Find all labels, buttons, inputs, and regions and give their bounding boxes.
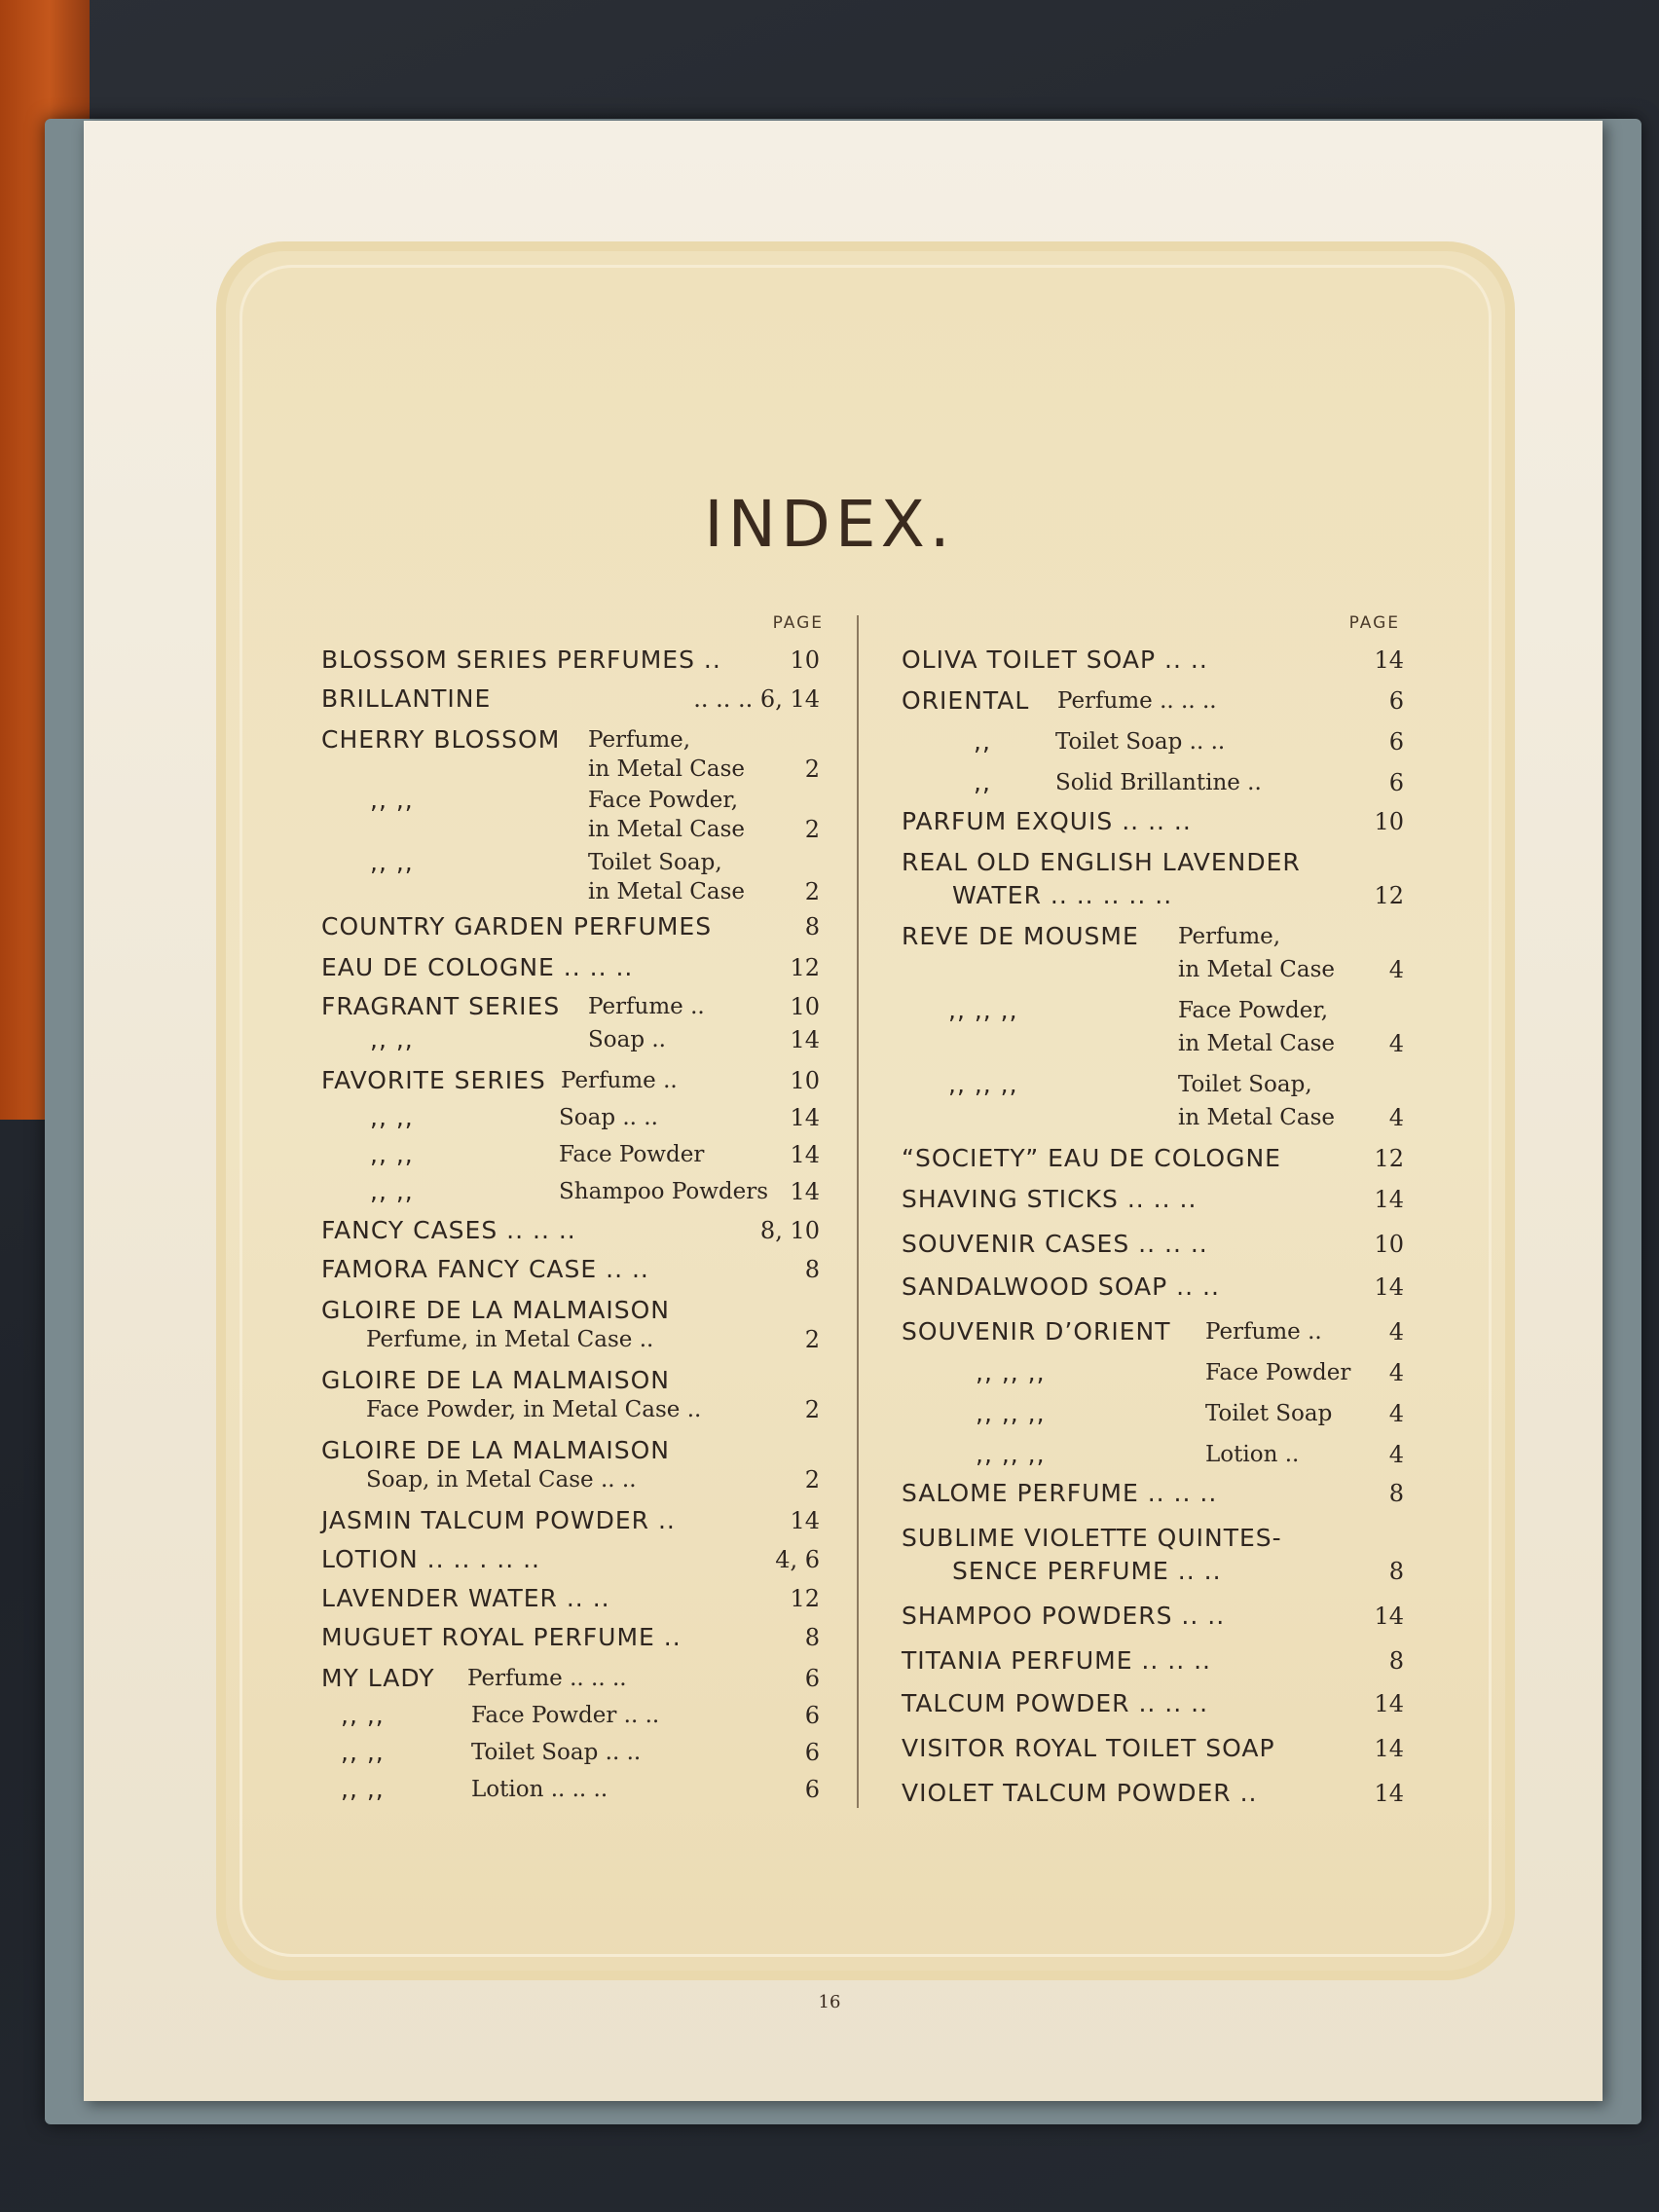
right-page-column-header: PAGE [1348, 613, 1400, 633]
index-entry [321, 1102, 658, 1133]
index-entry-name: VISITOR ROYAL TOILET SOAP [902, 1734, 1275, 1762]
index-entry-page: 4 [1388, 1400, 1404, 1427]
index-entry-name: JASMIN TALCUM POWDER .. [321, 1506, 676, 1534]
index-entry-sub: Perfume .. [561, 1068, 678, 1093]
index-entry-page: 2 [804, 1466, 820, 1493]
index-entry-name: SHAMPOO POWDERS .. .. [902, 1602, 1226, 1630]
index-entry-name: GLOIRE DE LA MALMAISON [321, 1296, 671, 1324]
index-entry-page: 6 [804, 1739, 820, 1766]
index-entry-page: 10 [1374, 808, 1404, 835]
index-entry-name: GLOIRE DE LA MALMAISON [321, 1366, 671, 1394]
index-entry-sub: Face Powder, [588, 788, 739, 813]
index-entry-name: LOTION .. .. . .. .. [321, 1545, 540, 1573]
index-entry-name: MUGUET ROYAL PERFUME .. [321, 1623, 682, 1651]
index-entry-name: ,, ,, [370, 1140, 414, 1168]
index-entry-page: 8 [804, 913, 820, 940]
index-entry-page: 4 [1388, 1104, 1404, 1131]
index-entry-sub: Soap, in Metal Case .. .. [366, 1467, 637, 1493]
index-entry-name: LAVENDER WATER .. .. [321, 1584, 610, 1612]
index-entry [321, 1435, 670, 1466]
index-entry-name: ,, ,, [370, 786, 414, 814]
index-entry-name: BLOSSOM SERIES PERFUMES .. [321, 645, 721, 674]
index-entry [321, 1365, 670, 1396]
index-entry-page: 6 [804, 1702, 820, 1729]
index-entry-name: VIOLET TALCUM POWDER .. [902, 1779, 1258, 1807]
index-entry-name: SUBLIME VIOLETTE QUINTES- [902, 1524, 1282, 1552]
index-entry-name: ,, ,, ,, [948, 1070, 1018, 1098]
index-entry [321, 1024, 666, 1055]
index-entry [321, 1737, 642, 1768]
index-entry-name: SENCE PERFUME .. .. [952, 1557, 1222, 1585]
index-entry-name: REAL OLD ENGLISH LAVENDER [902, 848, 1301, 876]
index-entry [321, 1774, 608, 1805]
index-entry-name: ,, ,, [370, 1025, 414, 1053]
index-entry-name: MY LADY [321, 1664, 435, 1692]
page-number: 16 [818, 1992, 841, 2012]
index-entry-sub: Toilet Soap .. .. [1055, 729, 1226, 755]
index-entry [902, 1357, 1351, 1388]
index-entry-name: FAVORITE SERIES [321, 1066, 546, 1094]
index-entry-sub: Face Powder [559, 1142, 705, 1167]
index-entry-name: ORIENTAL [902, 686, 1030, 715]
index-entry [902, 1398, 1333, 1429]
index-entry-page: 12 [1374, 1145, 1404, 1172]
index-entry [321, 724, 691, 756]
index-entry-sub: Toilet Soap .. .. [471, 1740, 642, 1765]
index-entry [321, 1663, 627, 1694]
index-entry-page: 10 [790, 1067, 820, 1094]
index-entry [902, 767, 1262, 798]
index-entry-page: 14 [1374, 1690, 1404, 1717]
index-entry-sub: in Metal Case [588, 756, 745, 782]
index-entry [902, 1523, 1282, 1554]
index-entry-page: 8 [1388, 1558, 1404, 1585]
index-entry-page: 14 [1374, 646, 1404, 674]
index-entry-page: 6 [1388, 728, 1404, 756]
index-entry-page: 10 [790, 993, 820, 1020]
index-entry-name: TITANIA PERFUME .. .. .. [902, 1646, 1212, 1675]
index-entry-name: ,, [974, 727, 991, 756]
index-entry-page: 8, 10 [759, 1217, 820, 1244]
index-entry-name: SHAVING STICKS .. .. .. [902, 1185, 1198, 1213]
index-entry-page: 8 [804, 1624, 820, 1651]
index-entry-name: SOUVENIR D’ORIENT [902, 1317, 1171, 1346]
index-entry-sub: Face Powder .. .. [471, 1703, 660, 1728]
index-entry-page: 14 [790, 1178, 820, 1205]
index-entry-name: FAMORA FANCY CASE .. .. [321, 1255, 649, 1283]
index-entry-page: .. .. .. 6, 14 [693, 685, 820, 713]
index-entry-page: 14 [790, 1141, 820, 1168]
index-entry-name: TALCUM POWDER .. .. .. [902, 1689, 1209, 1717]
index-entry-sub: Face Powder, in Metal Case .. [366, 1397, 702, 1422]
index-entry-page: 14 [790, 1104, 820, 1131]
index-entry-page: 8 [804, 1256, 820, 1283]
index-entry-page: 2 [804, 756, 820, 783]
index-entry-sub: Toilet Soap [1205, 1401, 1333, 1426]
index-entry-sub: Perfume, in Metal Case .. [366, 1327, 654, 1352]
index-entry-name: BRILLANTINE [321, 684, 492, 713]
index-entry-page: 2 [804, 1396, 820, 1423]
index-entry-page: 10 [1374, 1231, 1404, 1258]
index-entry-page: 4 [1388, 1441, 1404, 1468]
index-entry-name: GLOIRE DE LA MALMAISON [321, 1436, 671, 1464]
index-entry-sub: in Metal Case [1178, 957, 1335, 982]
index-entry-page: 4 [1388, 1359, 1404, 1386]
index-entry-name: ,, ,, [341, 1738, 385, 1766]
index-entry-sub: Perfume, [1178, 924, 1281, 949]
index-entry-page: 14 [1374, 1735, 1404, 1762]
index-entry-name: ,, ,, ,, [976, 1358, 1046, 1386]
index-entry [321, 785, 739, 816]
index-entry [902, 806, 1192, 837]
index-entry-name: REVE DE MOUSME [902, 922, 1139, 950]
index-entry [952, 880, 1172, 911]
index-entry-sub: in Metal Case [588, 817, 745, 842]
index-entry-name: ,, [974, 768, 991, 796]
index-entry-page: 8 [1388, 1647, 1404, 1675]
index-entry-sub: Perfume .. [588, 994, 705, 1019]
index-entry-sub: Perfume, [588, 727, 691, 753]
index-entry-page: 12 [790, 1585, 820, 1612]
index-entry-name: CHERRY BLOSSOM [321, 725, 561, 754]
index-entry-name: WATER .. .. .. .. .. [952, 881, 1173, 909]
index-entry-sub: Lotion .. .. .. [471, 1777, 608, 1802]
index-entry-name: EAU DE COLOGNE .. .. .. [321, 953, 634, 981]
index-entry-name: ,, ,, ,, [976, 1399, 1046, 1427]
index-entry-page: 4 [1388, 1030, 1404, 1057]
index-entry [902, 1069, 1312, 1100]
index-entry-page: 6 [804, 1776, 820, 1803]
index-entry-name: OLIVA TOILET SOAP .. .. [902, 645, 1208, 674]
index-entry [321, 1544, 540, 1575]
index-entry-sub: Toilet Soap, [588, 850, 722, 875]
index-entry-page: 8 [1388, 1480, 1404, 1507]
index-entry-page: 14 [790, 1026, 820, 1053]
index-entry [321, 1700, 660, 1731]
index-entry-name: ,, ,, [370, 1177, 414, 1205]
index-entry-sub: in Metal Case [1178, 1105, 1335, 1130]
index-entry [321, 1295, 670, 1326]
index-entry [321, 991, 705, 1022]
index-entry-name: SALOME PERFUME .. .. .. [902, 1479, 1218, 1507]
index-entry-page: 14 [1374, 1603, 1404, 1630]
index-entry-page: 14 [1374, 1186, 1404, 1213]
index-entry-sub: Face Powder [1205, 1360, 1351, 1385]
index-entry-name: ,, ,, [341, 1775, 385, 1803]
index-entry [321, 683, 491, 715]
index-entry [902, 995, 1329, 1026]
index-entry-page: 12 [1374, 882, 1404, 909]
index-entry-name: ,, ,, [370, 1103, 414, 1131]
index-entry-name: SANDALWOOD SOAP .. .. [902, 1272, 1220, 1301]
index-entry-page: 4, 6 [775, 1546, 820, 1573]
index-entry-sub: Toilet Soap, [1178, 1072, 1312, 1097]
index-entry-sub: Shampoo Powders [559, 1179, 769, 1204]
left-page-column-header: PAGE [772, 613, 824, 633]
index-entry-sub: Solid Brillantine .. [1055, 770, 1262, 795]
index-entry-sub: Soap .. .. [559, 1105, 658, 1130]
index-entry-page: 6 [804, 1665, 820, 1692]
index-entry-name: ,, ,, [341, 1701, 385, 1729]
index-entry-name: COUNTRY GARDEN PERFUMES [321, 912, 713, 940]
index-entry-sub: Lotion .. [1205, 1442, 1300, 1467]
index-entry-page: 2 [804, 1326, 820, 1353]
index-entry-name: SOUVENIR CASES .. .. .. [902, 1230, 1208, 1258]
index-entry [321, 1176, 769, 1207]
index-entry [321, 1215, 576, 1246]
index-entry-name: “SOCIETY” EAU DE COLOGNE [902, 1144, 1281, 1172]
index-entry-page: 6 [1388, 769, 1404, 796]
index-entry [321, 1139, 705, 1170]
index-entry-page: 2 [804, 816, 820, 843]
index-entry [321, 1065, 678, 1096]
index-entry [902, 726, 1226, 757]
index-entry [902, 1439, 1300, 1470]
column-divider [857, 615, 859, 1808]
index-entry [902, 847, 1301, 878]
index-entry [902, 921, 1281, 952]
index-entry-sub: Soap .. [588, 1027, 666, 1052]
index-entry-sub: in Metal Case [588, 879, 745, 904]
index-entry-page: 14 [790, 1507, 820, 1534]
index-entry-name: ,, ,, ,, [976, 1440, 1046, 1468]
page-title: INDEX. [704, 487, 955, 562]
index-entry-sub: Perfume .. .. .. [1057, 688, 1217, 714]
index-entry-sub: Perfume .. .. .. [467, 1666, 627, 1691]
index-entry-page: 6 [1388, 687, 1404, 715]
index-entry-name: ,, ,, [370, 848, 414, 876]
index-entry-name: ,, ,, ,, [948, 996, 1018, 1024]
index-entry-name: FANCY CASES .. .. .. [321, 1216, 576, 1244]
index-entry [902, 1316, 1322, 1347]
index-entry-sub: Perfume .. [1205, 1319, 1322, 1345]
index-entry [902, 685, 1217, 717]
index-entry-page: 2 [804, 878, 820, 905]
index-entry-page: 4 [1388, 1318, 1404, 1346]
index-entry-page: 4 [1388, 956, 1404, 983]
index-entry-sub: Face Powder, [1178, 998, 1329, 1023]
index-entry-page: 14 [1374, 1780, 1404, 1807]
index-entry-page: 12 [790, 954, 820, 981]
index-entry [321, 847, 722, 878]
index-entry-page: 10 [790, 646, 820, 674]
index-entry-name: FRAGRANT SERIES [321, 992, 561, 1020]
index-entry-sub: in Metal Case [1178, 1031, 1335, 1056]
index-entry-page: 14 [1374, 1273, 1404, 1301]
index-entry-name: PARFUM EXQUIS .. .. .. [902, 807, 1192, 835]
